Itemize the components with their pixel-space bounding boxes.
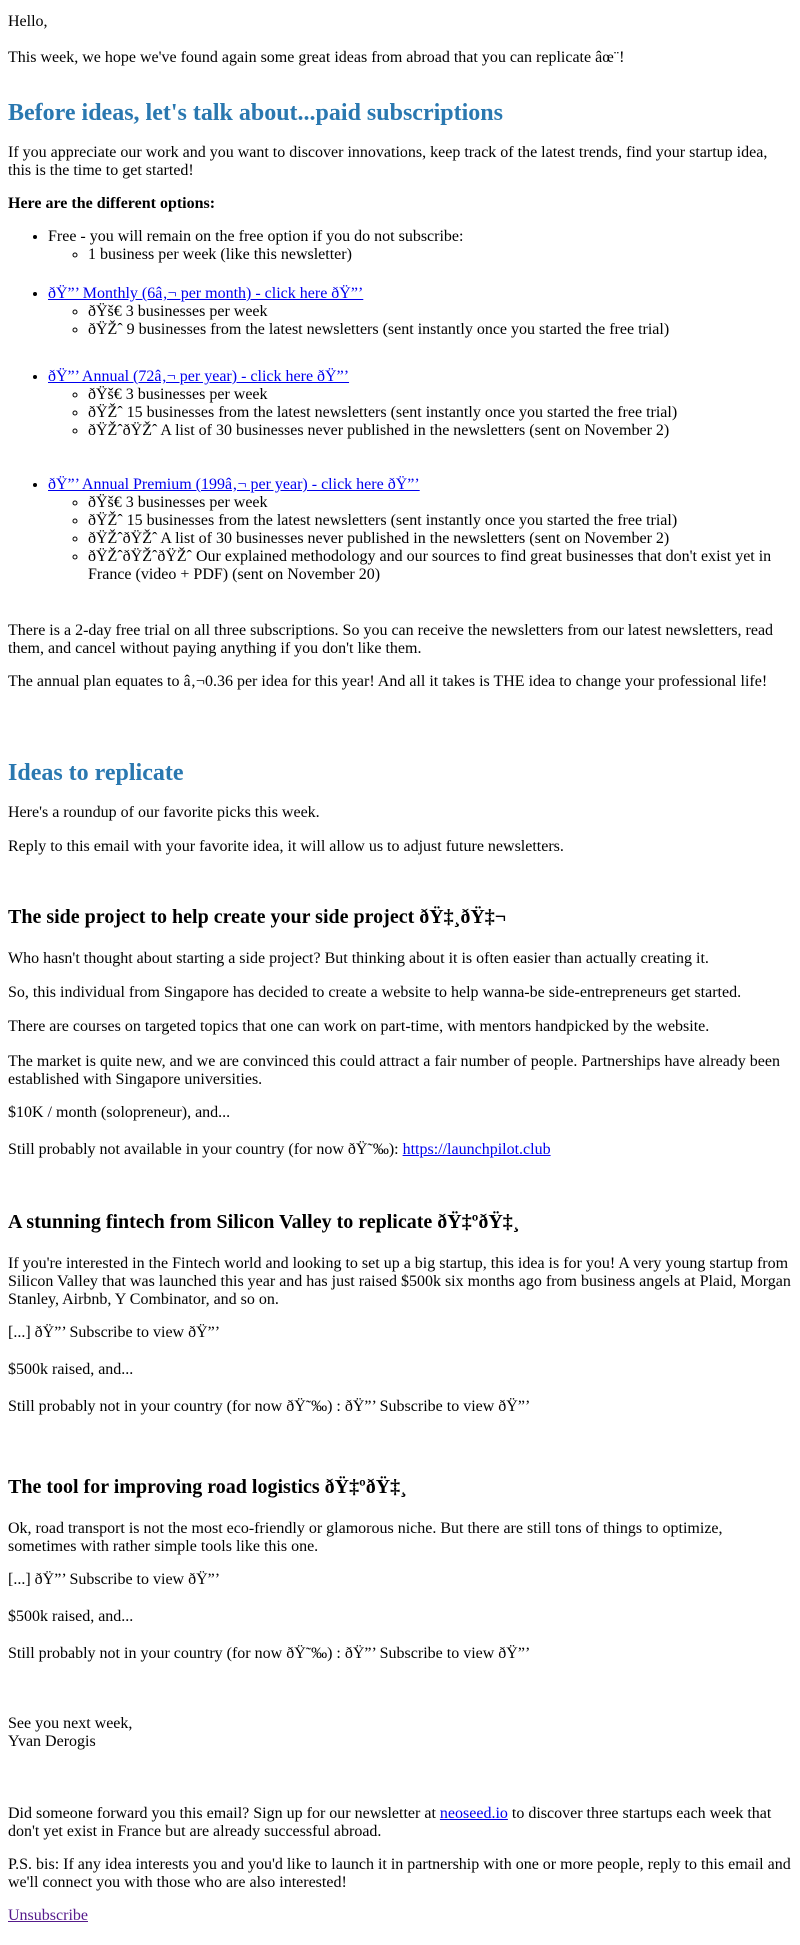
idea-paragraph: Who hasn't thought about starting a side project? But thinking about it is often easier than actually creating it.: [8, 950, 709, 967]
idea-paragraph: The market is quite new, and we are convinced this could attract a fair number of people. Partnerships have already been established with Singapore universities.: [8, 1053, 780, 1088]
monthly-plan-feature: ◦ ðŸš€ 3 businesses per week: [88, 303, 792, 321]
trial-note: There is a 2-day free trial on all three subscriptions. So you can receive the newsletters from our latest newsletters, read them, and cancel without paying anything if you don't like them.: [8, 622, 774, 657]
annual-plan-block: [8, 368, 792, 440]
monthly-plan-block: [8, 285, 792, 339]
options-heading: Here are the different options:: [8, 195, 216, 212]
subscriptions-heading: Before ideas, let's talk about...paid subscriptions: [8, 100, 503, 126]
launchpilot-link[interactable]: https://launchpilot.club: [402, 1141, 551, 1158]
premium-plan-feature: ◦ ðŸŽˆðŸŽˆ A list of 30 businesses never published in the newsletters (sent on November 2): [88, 530, 792, 548]
free-plan-item: [48, 228, 792, 264]
idea-availability-text: Still probably not available in your country (for now ðŸ˜‰):: [8, 1141, 403, 1158]
monthly-plan-feature: ◦ ðŸŽˆ 9 businesses from the latest newsletters (sent instantly once you started the free trial): [88, 321, 792, 339]
premium-plan-feature: ◦ ðŸš€ 3 businesses per week: [88, 494, 792, 512]
ps-note: P.S. bis: If any idea interests you and you'd like to launch it in partnership with one or more people, reply to this email and we'll connect you with those who are also interested!: [8, 1856, 791, 1891]
free-plan-feature: ◦ 1 business per week (like this newsletter): [88, 246, 792, 264]
locked-availability: Still probably not in your country (for now ðŸ˜‰) : ðŸ”’ Subscribe to view ðŸ”’: [8, 1645, 531, 1662]
monthly-plan-link[interactable]: ðŸ”’ Monthly (6â‚¬ per month) - click here ðŸ”’: [48, 285, 364, 302]
premium-plan-feature: ◦ ðŸŽˆ 15 businesses from the latest newsletters (sent instantly once you started the free trial): [88, 512, 792, 530]
idea-title: A stunning fintech from Silicon Valley to replicate ðŸ‡ºðŸ‡¸: [8, 1211, 520, 1233]
annual-plan-feature: ◦ ðŸŽˆ 15 businesses from the latest newsletters (sent instantly once you started the free trial): [88, 404, 792, 422]
unsubscribe-row: [8, 1907, 792, 1925]
signoff-line: See you next week,: [8, 1715, 133, 1732]
idea-availability: [8, 1141, 792, 1159]
locked-content-teaser: [...] ðŸ”’ Subscribe to view ðŸ”’: [8, 1324, 221, 1341]
monthly-plan-item: [48, 285, 792, 339]
locked-availability: Still probably not in your country (for now ðŸ˜‰) : ðŸ”’ Subscribe to view ðŸ”’: [8, 1398, 531, 1415]
idea-paragraph: $10K / month (solopreneur), and...: [8, 1104, 231, 1121]
premium-plan-link[interactable]: ðŸ”’ Annual Premium (199â‚¬ per year) - click here ðŸ”’: [48, 476, 420, 493]
annual-plan-item: [48, 368, 792, 440]
greeting: Hello,: [8, 13, 48, 30]
ideas-heading: Ideas to replicate: [8, 760, 184, 786]
idea-paragraph: $500k raised, and...: [8, 1361, 134, 1378]
idea-paragraph: $500k raised, and...: [8, 1608, 134, 1625]
idea-paragraph: Ok, road transport is not the most eco-friendly or glamorous niche. But there are still tons of things to optimize, sometimes with rather simple tools like this one.: [8, 1520, 723, 1555]
intro-text: This week, we hope we've found again some great ideas from abroad that you can replicate âœ¨!: [8, 49, 625, 66]
ideas-roundup: Here's a roundup of our favorite picks this week.: [8, 804, 320, 821]
idea-paragraph: There are courses on targeted topics that one can work on part-time, with mentors handpicked by the website.: [8, 1018, 710, 1035]
forward-note: [8, 1805, 792, 1841]
premium-plan-item: [48, 476, 792, 584]
idea-title: The tool for improving road logistics ðŸ‡ºðŸ‡¸: [8, 1476, 407, 1498]
neoseed-link[interactable]: neoseed.io: [439, 1805, 508, 1822]
premium-plan-block: [8, 476, 792, 584]
free-plan-label: Free - you will remain on the free option if you do not subscribe:: [48, 228, 464, 245]
signoff-name: Yvan Derogis: [8, 1733, 96, 1750]
forward-note-text: to discover three startups each week that don't yet exist in France but are already successful abroad.: [8, 1805, 772, 1840]
premium-plan-feature: ◦ ðŸŽˆðŸŽˆðŸŽˆ Our explained methodology and our sources to find great businesses that don't exist yet in France (video + PDF) (sent on November 20): [88, 548, 792, 584]
locked-content-teaser: [...] ðŸ”’ Subscribe to view ðŸ”’: [8, 1571, 221, 1588]
annual-plan-feature: ◦ ðŸŽˆðŸŽˆ A list of 30 businesses never published in the newsletters (sent on November 2): [88, 422, 792, 440]
idea-paragraph: If you're interested in the Fintech world and looking to set up a big startup, this idea is for you! A very young startup from Silicon Valley that was launched this year and has just raised $500k six months ago from business angels at Plaid, Morgan Stanley, Airbnb, Y Combinator, and so on.: [8, 1255, 791, 1308]
idea-title: The side project to help create your side project ðŸ‡¸ðŸ‡¬: [8, 906, 507, 928]
price-note: The annual plan equates to â‚¬0.36 per idea for this year! And all it takes is THE idea to change your professional life!: [8, 673, 768, 690]
annual-plan-link[interactable]: ðŸ”’ Annual (72â‚¬ per year) - click here ðŸ”’: [48, 368, 350, 385]
unsubscribe-link[interactable]: Unsubscribe: [8, 1907, 88, 1924]
subscriptions-pitch: If you appreciate our work and you want to discover innovations, keep track of the latest trends, find your startup idea, this is the time to get started!: [8, 144, 768, 179]
forward-note-text: Did someone forward you this email? Sign up for our newsletter at: [8, 1805, 440, 1822]
idea-paragraph: So, this individual from Singapore has decided to create a website to help wanna-be side-entrepreneurs get started.: [8, 984, 742, 1001]
annual-plan-feature: ◦ ðŸš€ 3 businesses per week: [88, 386, 792, 404]
ideas-reply-prompt: Reply to this email with your favorite idea, it will allow us to adjust future newsletters.: [8, 838, 564, 855]
free-plan-block: [8, 228, 792, 264]
